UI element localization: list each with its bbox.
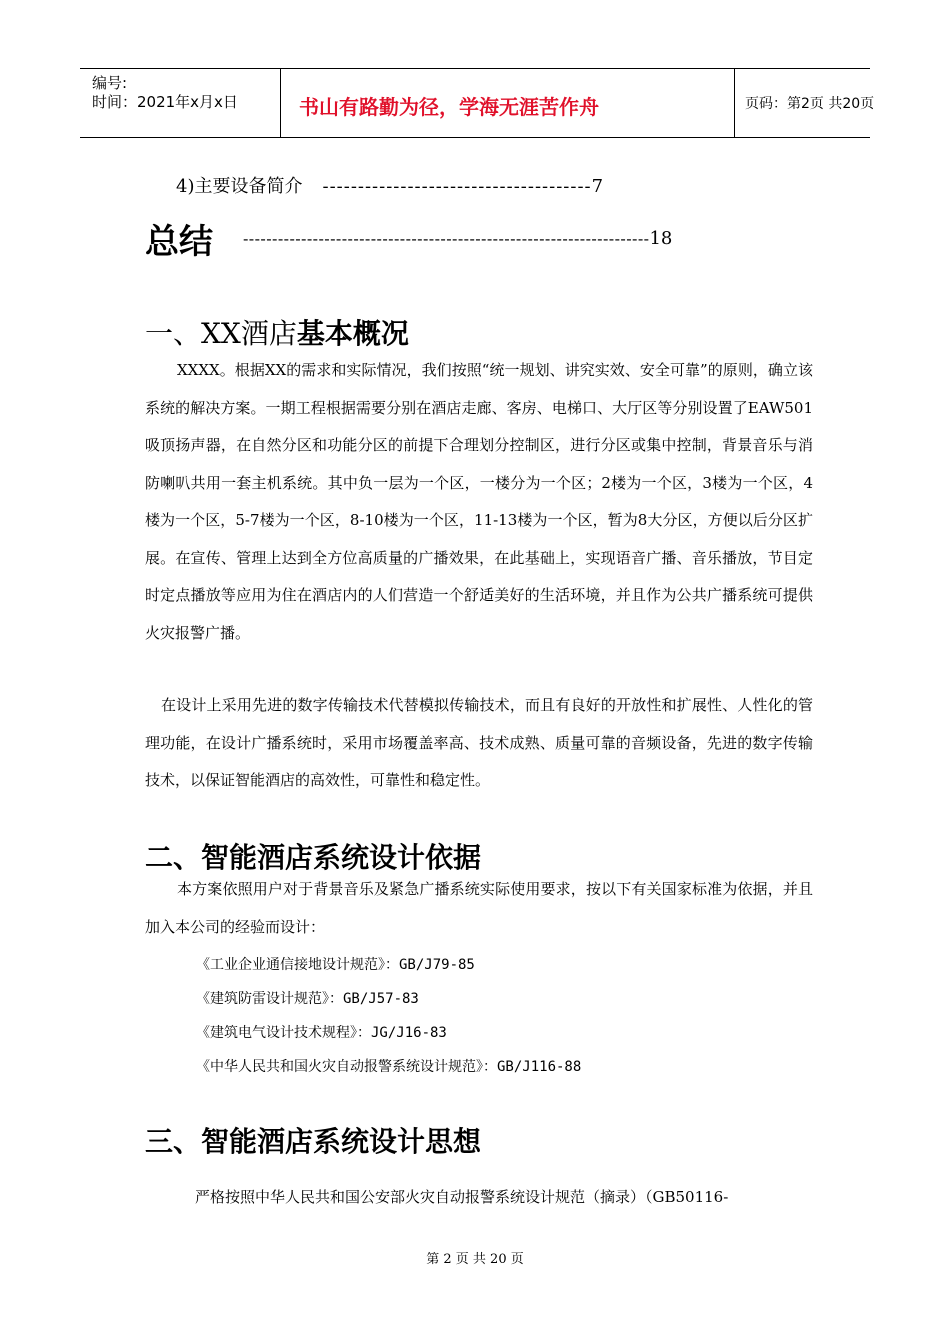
reference-item: 《建筑电气设计技术规程》：JG/J16-83 <box>196 1025 447 1041</box>
section-1-title-bold: 基本概况 <box>296 317 409 350</box>
header-time-label: 时间：2021年x月x日 <box>92 93 238 111</box>
header-page-info: 页码：第2页 共20页 <box>745 96 875 112</box>
header-meta-cell <box>80 69 281 137</box>
toc-item-4-dashes: -------------------------------------- <box>322 176 592 197</box>
section-1-title-prefix: 一、XX酒店 <box>145 317 297 350</box>
toc-summary-text: 总结 <box>145 222 213 262</box>
header-page-cell <box>735 69 875 137</box>
header-motto-cell <box>281 69 735 137</box>
reference-item: 《工业企业通信接地设计规范》：GB/J79-85 <box>196 957 475 973</box>
toc-summary-page: 18 <box>649 228 673 249</box>
section-1-title <box>145 312 409 352</box>
toc-item-4-text: 4)主要设备简介 <box>176 176 303 197</box>
section-3-title: 三、智能酒店系统设计思想 <box>145 1125 482 1158</box>
header-number-label: 编号: <box>92 74 128 92</box>
reference-item: 《建筑防雷设计规范》：GB/J57-83 <box>196 991 419 1007</box>
page-header <box>80 68 875 138</box>
section-3-paragraph: 严格按照中华人民共和国公安部火灾自动报警系统设计规范（摘录）（GB50116- <box>195 1188 729 1206</box>
toc-summary[interactable] <box>145 214 672 263</box>
section-1-paragraph-1: XXXX。根据XX的需求和实际情况，我们按照“统一规划、讲究实效、安全可靠”的原则，确立该系统的解决方案。一期工程根据需要分别在酒店走廊、客房、电梯口、大厅区等分别设置了EAW501吸顶扬声器，在自然分区和功能分区的前提下合理划分控制区，进行分区或集中控制，背景音乐与消防喇叭共用一套主机系统。其中负一层为一个区，一楼分为一个区；2楼为一个区，3楼为一个区，4楼为一个区，5-7楼为一个区，8-10楼为一个区，11-13楼为一个区，暂为8大分区，方便以后分区扩展。在宣传、管理上达到全方位高质量的广播效果，在此基础上，实现语音广播、音乐播放，节目定时定点播放等应用为住在酒店内的人们营造一个舒适美好的生活环境，并且作为公共广播系统可提供火灾报警广播。 <box>145 361 813 642</box>
section-2-intro: 本方案依照用户对于背景音乐及紧急广播系统实际使用要求，按以下有关国家标准为依据，并且加入本公司的经验而设计： <box>145 880 813 936</box>
toc-item-4-page: 7 <box>591 176 604 197</box>
toc-item-4[interactable] <box>176 172 603 198</box>
page-footer: 第 2 页 共 20 页 <box>426 1252 524 1267</box>
header-motto: 书山有路勤为径，学海无涯苦作舟 <box>299 95 599 119</box>
reference-item: 《中华人民共和国火灾自动报警系统设计规范》：GB/J116-88 <box>196 1059 582 1075</box>
toc-summary-dashes: ---------------------------------------------------------------------- <box>243 229 650 248</box>
section-2-title: 二、智能酒店系统设计依据 <box>145 841 482 874</box>
section-1-paragraph-2: 在设计上采用先进的数字传输技术代替模拟传输技术，而且有良好的开放性和扩展性、人性化的管理功能，在设计广播系统时，采用市场覆盖率高、技术成熟、质量可靠的音频设备，先进的数字传输技术，以保证智能酒店的高效性，可靠性和稳定性。 <box>145 696 813 789</box>
